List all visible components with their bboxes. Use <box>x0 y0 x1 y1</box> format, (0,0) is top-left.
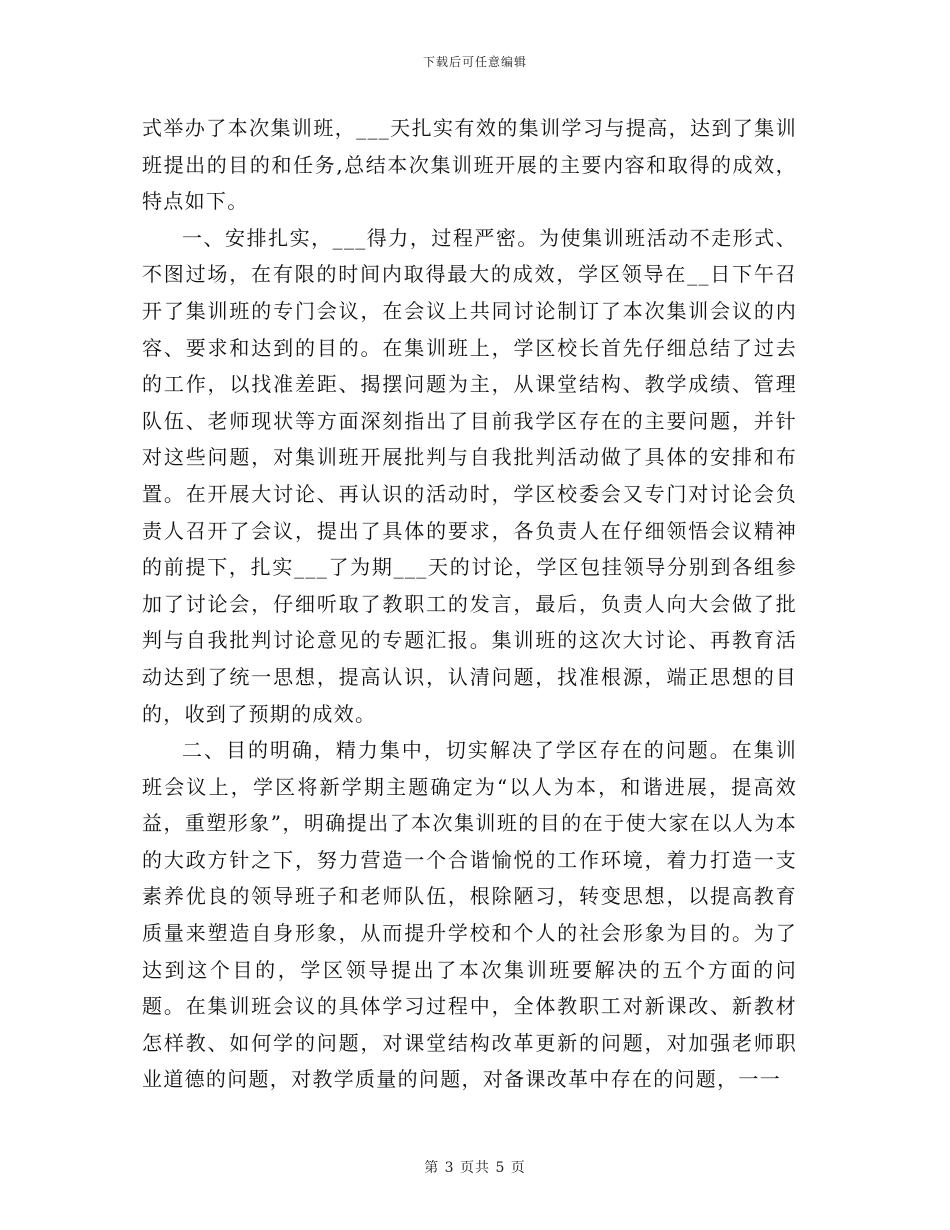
paragraph-continuation: 式举办了本次集训班，___天扎实有效的集训学习与提高，达到了集训班提出的目的和任务,总结本次集训班开展的主要内容和取得的成效，特点如下。 <box>142 116 797 214</box>
page-header: 下载后可任意编辑 <box>422 55 527 69</box>
document-body <box>142 110 797 1098</box>
page-footer: 第 3 页共 5 页 <box>424 1160 526 1176</box>
paragraph-section-two: 二、目的明确，精力集中，切实解决了学区存在的问题。在集训班会议上，学区将新学期主题确定为“以人为本，和谐进展，提高效益，重塑形象”，明确提出了本次集训班的目的在于使大家在以人为本的大政方针之下，努力营造一个合谐愉悦的工作环境，着力打造一支素养优良的领导班子和老师队伍，根除陋习，转变思想，以提高教育质量来塑造自身形象，从而提升学校和个人的社会形象为目的。为了达到这个目的，学区领导提出了本次集训班要解决的五个方面的问题。在集训班会议的具体学习过程中，全体教职工对新课改、新教材怎样教、如何学的问题，对课堂结构改革更新的问题，对加强老师职业道德的问题，对教学质量的问题，对备课改革中存在的问题，一一 <box>142 738 797 1092</box>
paragraph-section-one: 一、安排扎实，___得力，过程严密。为使集训班活动不走形式、不图过场，在有限的时间内取得最大的成效，学区领导在__日下午召开了集训班的专门会议，在会议上共同讨论制订了本次集训会议的内容、要求和达到的目的。在集训班上，学区校长首先仔细总结了过去的工作，以找准差距、揭摆问题为主，从课堂结构、教学成绩、管理队伍、老师现状等方面深刻指出了目前我学区存在的主要问题，并针对这些问题，对集训班开展批判与自我批判活动做了具体的安排和布置。在开展大讨论、再认识的活动时，学区校委会又专门对讨论会负责人召开了会议，提出了具体的要求，各负责人在仔细领悟会议精神的前提下，扎实___了为期___天的讨论，学区包挂领导分别到各组参加了讨论会，仔细听取了教职工的发言，最后，负责人向大会做了批判与自我批判讨论意见的专题汇报。集训班的这次大讨论、再教育活动达到了统一思想，提高认识，认清问题，找准根源，端正思想的目的，收到了预期的成效。 <box>142 225 797 726</box>
